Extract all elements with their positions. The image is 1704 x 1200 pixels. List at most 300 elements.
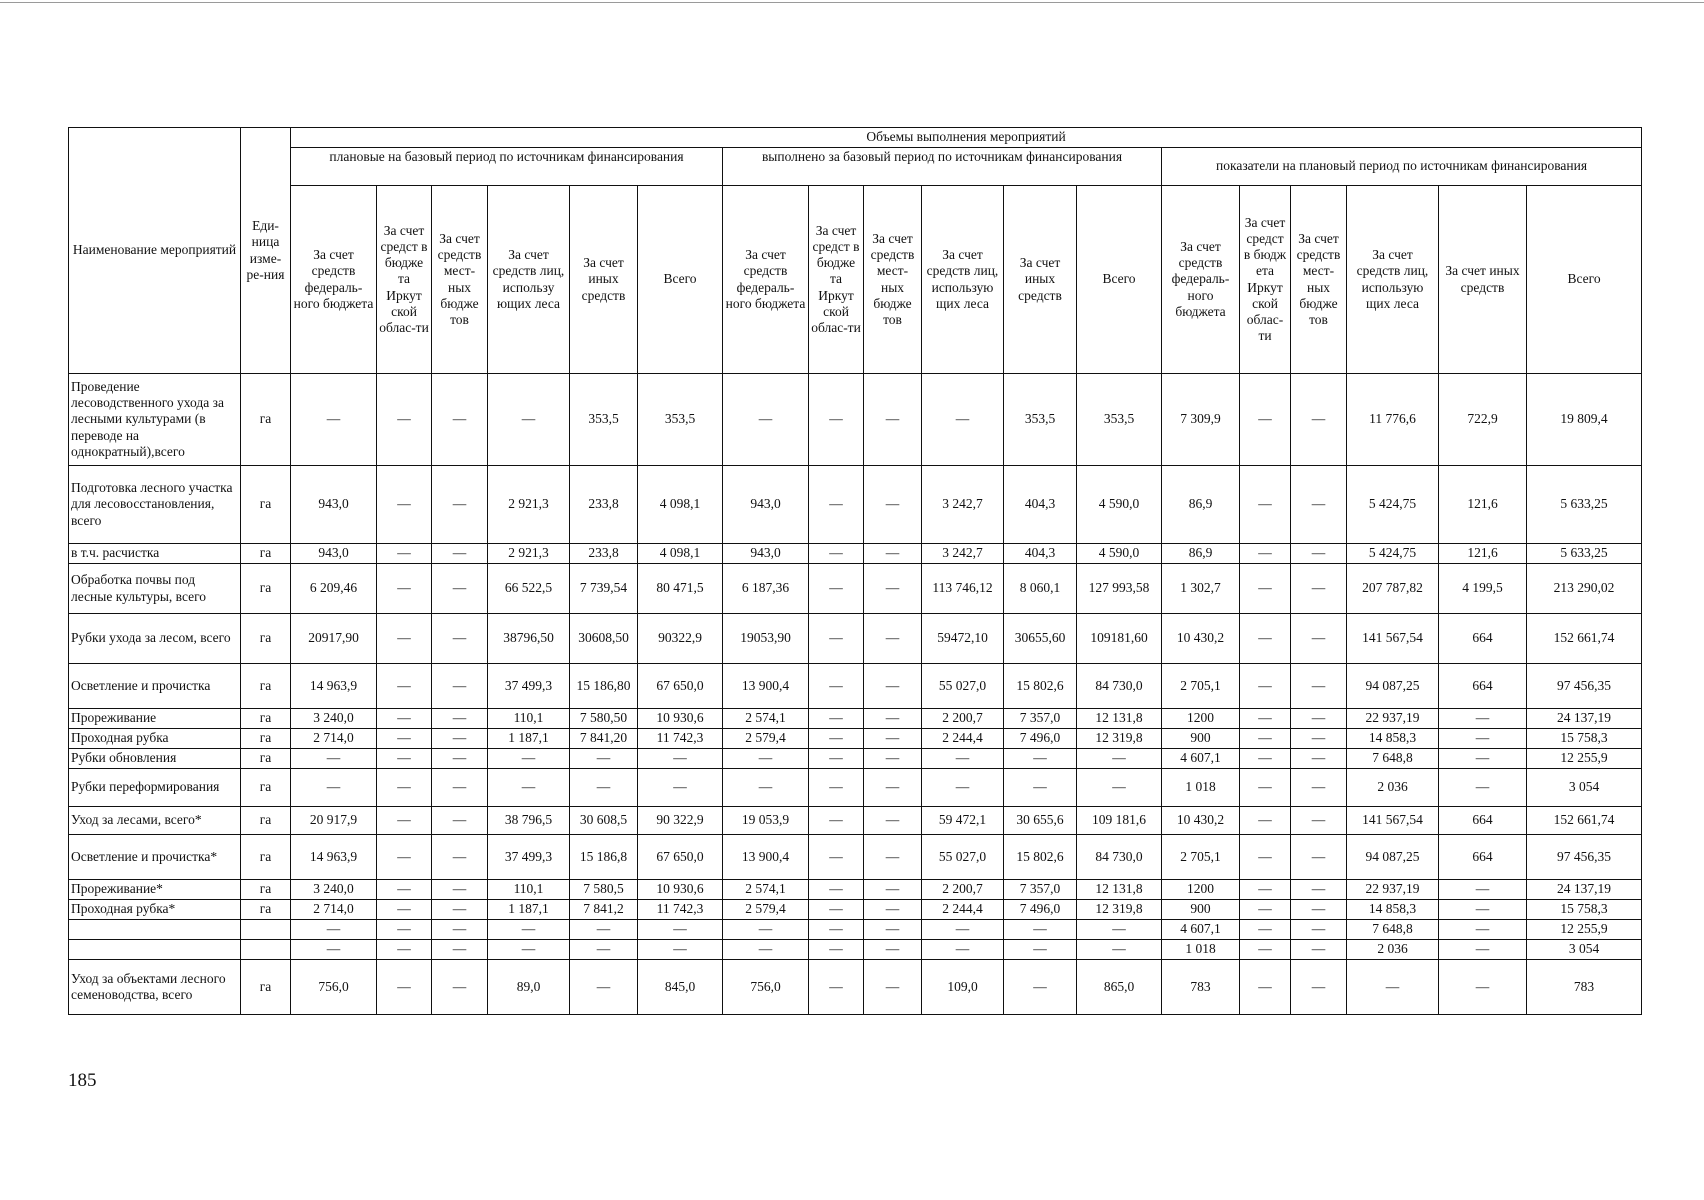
value-cell: 664 (1439, 664, 1527, 709)
value-cell: 10 930,6 (638, 709, 723, 729)
activity-name-cell: Прореживание* (69, 880, 241, 900)
subheader-cell: За счет иных средств (1004, 186, 1077, 374)
value-cell: 2 244,4 (922, 729, 1004, 749)
value-cell: 15 186,8 (570, 835, 638, 880)
value-cell: — (723, 940, 809, 960)
value-cell: — (809, 960, 864, 1015)
value-cell: 943,0 (723, 544, 809, 564)
value-cell: — (1240, 729, 1291, 749)
value-cell: 141 567,54 (1347, 807, 1439, 835)
value-cell: — (1004, 749, 1077, 769)
value-cell: 404,3 (1004, 544, 1077, 564)
value-cell: 55 027,0 (922, 664, 1004, 709)
value-cell: 943,0 (291, 544, 377, 564)
value-cell: — (864, 709, 922, 729)
value-cell: — (864, 880, 922, 900)
value-cell: 20917,90 (291, 614, 377, 664)
subheader-cell: За счет средств мест-ных бюдже тов (1291, 186, 1347, 374)
value-cell: 152 661,74 (1527, 614, 1642, 664)
value-cell: — (1439, 920, 1527, 940)
value-cell: — (638, 769, 723, 807)
header-activity-name: Наименование мероприятий (69, 128, 241, 374)
value-cell: 4 607,1 (1162, 749, 1240, 769)
unit-cell: га (241, 880, 291, 900)
value-cell: 22 937,19 (1347, 880, 1439, 900)
subheader-cell: Всего (1077, 186, 1162, 374)
value-cell: 756,0 (291, 960, 377, 1015)
value-cell: — (1077, 940, 1162, 960)
table-row (69, 466, 1642, 544)
value-cell: — (809, 564, 864, 614)
value-cell: — (432, 835, 488, 880)
value-cell: — (1240, 960, 1291, 1015)
value-cell: — (809, 900, 864, 920)
table-row (69, 749, 1642, 769)
value-cell: 11 742,3 (638, 729, 723, 749)
unit-cell: га (241, 729, 291, 749)
value-cell: 20 917,9 (291, 807, 377, 835)
value-cell: — (488, 940, 570, 960)
value-cell: 664 (1439, 835, 1527, 880)
value-cell: — (377, 374, 432, 466)
value-cell: — (377, 664, 432, 709)
value-cell: 233,8 (570, 466, 638, 544)
value-cell: — (432, 900, 488, 920)
activity-name-cell: Проведение лесоводственного ухода за лесными культурами (в переводе на однократный),всего (69, 374, 241, 466)
value-cell: 10 430,2 (1162, 807, 1240, 835)
value-cell: — (723, 749, 809, 769)
table-row (69, 769, 1642, 807)
value-cell: 5 424,75 (1347, 466, 1439, 544)
value-cell: 19 809,4 (1527, 374, 1642, 466)
value-cell: — (432, 960, 488, 1015)
value-cell: 3 242,7 (922, 544, 1004, 564)
value-cell: 97 456,35 (1527, 835, 1642, 880)
value-cell: — (1291, 614, 1347, 664)
value-cell: 24 137,19 (1527, 709, 1642, 729)
activity-name-cell: Рубки переформирования (69, 769, 241, 807)
value-cell: — (1240, 544, 1291, 564)
scan-edge-line (0, 2, 1704, 3)
value-cell: 353,5 (1077, 374, 1162, 466)
value-cell: 7 648,8 (1347, 920, 1439, 940)
value-cell: 12 255,9 (1527, 749, 1642, 769)
value-cell: 664 (1439, 807, 1527, 835)
value-cell: 90322,9 (638, 614, 723, 664)
value-cell: — (1291, 807, 1347, 835)
value-cell: 4 607,1 (1162, 920, 1240, 940)
value-cell: — (488, 920, 570, 940)
value-cell: — (1004, 960, 1077, 1015)
value-cell: — (432, 614, 488, 664)
value-cell: 84 730,0 (1077, 664, 1162, 709)
value-cell: — (1077, 920, 1162, 940)
value-cell: — (864, 614, 922, 664)
value-cell: 7 496,0 (1004, 900, 1077, 920)
value-cell: — (1347, 960, 1439, 1015)
value-cell: 6 209,46 (291, 564, 377, 614)
value-cell: 7 580,50 (570, 709, 638, 729)
value-cell: — (809, 769, 864, 807)
value-cell: 15 802,6 (1004, 835, 1077, 880)
value-cell: 2 714,0 (291, 900, 377, 920)
value-cell: 152 661,74 (1527, 807, 1642, 835)
value-cell: 2 921,3 (488, 466, 570, 544)
value-cell: — (809, 614, 864, 664)
value-cell: 2 921,3 (488, 544, 570, 564)
value-cell: 2 705,1 (1162, 664, 1240, 709)
value-cell: — (1439, 880, 1527, 900)
value-cell: — (1439, 749, 1527, 769)
value-cell: 1 018 (1162, 940, 1240, 960)
value-cell: 207 787,82 (1347, 564, 1439, 614)
header-period-done: выполнено за базовый период по источникам финансирования (723, 148, 1162, 186)
value-cell: — (1240, 564, 1291, 614)
value-cell: 10 430,2 (1162, 614, 1240, 664)
value-cell: 1200 (1162, 880, 1240, 900)
value-cell: 7 841,2 (570, 900, 638, 920)
value-cell: 113 746,12 (922, 564, 1004, 614)
value-cell: 1 018 (1162, 769, 1240, 807)
value-cell: 19053,90 (723, 614, 809, 664)
value-cell: 4 590,0 (1077, 466, 1162, 544)
value-cell: 14 858,3 (1347, 729, 1439, 749)
subheader-cell: За счет средст в бюдж ета Иркут ской облас-ти (1240, 186, 1291, 374)
unit-cell: га (241, 835, 291, 880)
value-cell: 783 (1527, 960, 1642, 1015)
value-cell: 353,5 (638, 374, 723, 466)
value-cell: — (432, 769, 488, 807)
unit-cell (241, 920, 291, 940)
activity-name-cell: Прореживание (69, 709, 241, 729)
value-cell: — (432, 729, 488, 749)
value-cell: — (1439, 769, 1527, 807)
value-cell: — (864, 749, 922, 769)
value-cell: — (638, 940, 723, 960)
value-cell: — (1439, 900, 1527, 920)
table-row (69, 614, 1642, 664)
subheader-cell: За счет средст в бюдже та Иркут ской облас-ти (809, 186, 864, 374)
value-cell: — (377, 900, 432, 920)
unit-cell: га (241, 466, 291, 544)
unit-cell: га (241, 900, 291, 920)
value-cell: — (864, 374, 922, 466)
value-cell: — (570, 940, 638, 960)
activity-name-cell: в т.ч. расчистка (69, 544, 241, 564)
value-cell: — (864, 920, 922, 940)
activity-name-cell: Осветление и прочистка* (69, 835, 241, 880)
value-cell: — (864, 807, 922, 835)
value-cell: — (723, 920, 809, 940)
value-cell: 109,0 (922, 960, 1004, 1015)
value-cell: 2 705,1 (1162, 835, 1240, 880)
activity-name-cell (69, 920, 241, 940)
value-cell: — (432, 807, 488, 835)
value-cell: — (432, 749, 488, 769)
value-cell: — (809, 729, 864, 749)
subheader-cell: За счет средств лиц, использую щих леса (1347, 186, 1439, 374)
value-cell: — (864, 729, 922, 749)
value-cell: 2 200,7 (922, 880, 1004, 900)
value-cell: 2 579,4 (723, 729, 809, 749)
value-cell: 845,0 (638, 960, 723, 1015)
value-cell: — (1291, 835, 1347, 880)
value-cell: 1 302,7 (1162, 564, 1240, 614)
value-cell: 3 242,7 (922, 466, 1004, 544)
value-cell: — (488, 749, 570, 769)
value-cell: 80 471,5 (638, 564, 723, 614)
value-cell: 404,3 (1004, 466, 1077, 544)
header-volumes: Объемы выполнения мероприятий (291, 128, 1642, 148)
unit-cell: га (241, 664, 291, 709)
activity-name-cell: Проходная рубка* (69, 900, 241, 920)
value-cell: — (1291, 940, 1347, 960)
header-period-planned: плановые на базовый период по источникам финансирования (291, 148, 723, 186)
value-cell: 15 186,80 (570, 664, 638, 709)
table-row (69, 940, 1642, 960)
value-cell: 97 456,35 (1527, 664, 1642, 709)
value-cell: — (864, 544, 922, 564)
activity-name-cell: Рубки обновления (69, 749, 241, 769)
value-cell: 30 608,5 (570, 807, 638, 835)
value-cell: — (1439, 960, 1527, 1015)
value-cell: — (488, 769, 570, 807)
value-cell: 4 098,1 (638, 466, 723, 544)
value-cell: 233,8 (570, 544, 638, 564)
value-cell: 121,6 (1439, 466, 1527, 544)
value-cell: 14 963,9 (291, 664, 377, 709)
value-cell: 121,6 (1439, 544, 1527, 564)
subheader-cell: За счет средств мест-ных бюдже тов (864, 186, 922, 374)
value-cell: 89,0 (488, 960, 570, 1015)
value-cell: — (377, 960, 432, 1015)
value-cell: — (922, 769, 1004, 807)
subheader-cell: За счет средств лиц, использу ющих леса (488, 186, 570, 374)
activity-name-cell: Осветление и прочистка (69, 664, 241, 709)
unit-cell: га (241, 614, 291, 664)
value-cell: 11 776,6 (1347, 374, 1439, 466)
value-cell: — (432, 940, 488, 960)
value-cell: 59 472,1 (922, 807, 1004, 835)
activity-name-cell: Уход за объектами лесного семеноводства, всего (69, 960, 241, 1015)
table-row (69, 835, 1642, 880)
value-cell: 2 244,4 (922, 900, 1004, 920)
value-cell: — (432, 466, 488, 544)
value-cell: 3 054 (1527, 940, 1642, 960)
value-cell: 4 590,0 (1077, 544, 1162, 564)
value-cell: — (377, 880, 432, 900)
value-cell: 30 655,6 (1004, 807, 1077, 835)
unit-cell: га (241, 749, 291, 769)
value-cell: — (432, 664, 488, 709)
value-cell: — (809, 466, 864, 544)
value-cell: 94 087,25 (1347, 664, 1439, 709)
value-cell: 109181,60 (1077, 614, 1162, 664)
activity-name-cell: Рубки ухода за лесом, всего (69, 614, 241, 664)
value-cell: 109 181,6 (1077, 807, 1162, 835)
value-cell: 22 937,19 (1347, 709, 1439, 729)
subheader-cell: Всего (638, 186, 723, 374)
value-cell: — (1291, 880, 1347, 900)
value-cell: 38796,50 (488, 614, 570, 664)
subheader-cell: Всего (1527, 186, 1642, 374)
value-cell: 14 858,3 (1347, 900, 1439, 920)
value-cell: 13 900,4 (723, 835, 809, 880)
value-cell: 67 650,0 (638, 835, 723, 880)
value-cell: — (1291, 544, 1347, 564)
value-cell: — (922, 749, 1004, 769)
value-cell: 1 187,1 (488, 729, 570, 749)
value-cell: — (291, 374, 377, 466)
value-cell: 15 802,6 (1004, 664, 1077, 709)
value-cell: — (1077, 769, 1162, 807)
value-cell: — (809, 807, 864, 835)
activity-name-cell: Подготовка лесного участка для лесовосстановления, всего (69, 466, 241, 544)
value-cell: — (1291, 920, 1347, 940)
unit-cell: га (241, 769, 291, 807)
value-cell: — (809, 709, 864, 729)
value-cell: 900 (1162, 729, 1240, 749)
subheader-cell: За счет средств мест-ных бюдже тов (432, 186, 488, 374)
value-cell: 37 499,3 (488, 835, 570, 880)
value-cell: 15 758,3 (1527, 900, 1642, 920)
value-cell: — (638, 920, 723, 940)
value-cell: — (809, 664, 864, 709)
value-cell: — (809, 544, 864, 564)
value-cell: — (1240, 940, 1291, 960)
value-cell: — (377, 769, 432, 807)
table-row (69, 709, 1642, 729)
value-cell: 353,5 (570, 374, 638, 466)
value-cell: — (809, 880, 864, 900)
value-cell: 2 036 (1347, 940, 1439, 960)
value-cell: — (864, 900, 922, 920)
value-cell: 38 796,5 (488, 807, 570, 835)
value-cell: — (809, 835, 864, 880)
value-cell: — (570, 960, 638, 1015)
value-cell: — (432, 564, 488, 614)
value-cell: — (864, 835, 922, 880)
value-cell: 24 137,19 (1527, 880, 1642, 900)
value-cell: 66 522,5 (488, 564, 570, 614)
value-cell: 5 424,75 (1347, 544, 1439, 564)
value-cell: — (1240, 709, 1291, 729)
value-cell: 11 742,3 (638, 900, 723, 920)
value-cell: — (1291, 564, 1347, 614)
value-cell: — (1439, 940, 1527, 960)
table-row (69, 729, 1642, 749)
value-cell: 7 580,5 (570, 880, 638, 900)
value-cell: — (570, 769, 638, 807)
value-cell: — (1291, 709, 1347, 729)
value-cell: — (1291, 729, 1347, 749)
value-cell: 86,9 (1162, 544, 1240, 564)
value-cell: 8 060,1 (1004, 564, 1077, 614)
value-cell: — (377, 564, 432, 614)
value-cell: 1 187,1 (488, 900, 570, 920)
value-cell: — (377, 920, 432, 940)
unit-cell: га (241, 544, 291, 564)
activity-name-cell: Уход за лесами, всего* (69, 807, 241, 835)
value-cell: — (1291, 960, 1347, 1015)
value-cell: 353,5 (1004, 374, 1077, 466)
value-cell: — (1291, 664, 1347, 709)
table-row (69, 920, 1642, 940)
value-cell: — (291, 749, 377, 769)
table-row (69, 807, 1642, 835)
value-cell: 19 053,9 (723, 807, 809, 835)
value-cell: — (864, 940, 922, 960)
value-cell: — (1240, 769, 1291, 807)
value-cell: 5 633,25 (1527, 466, 1642, 544)
value-cell: — (864, 564, 922, 614)
value-cell: — (377, 749, 432, 769)
forest-activities-table (68, 127, 1642, 1015)
value-cell: 783 (1162, 960, 1240, 1015)
value-cell: 943,0 (723, 466, 809, 544)
value-cell: 2 579,4 (723, 900, 809, 920)
unit-cell: га (241, 807, 291, 835)
value-cell: — (809, 920, 864, 940)
table-row (69, 544, 1642, 564)
value-cell: 756,0 (723, 960, 809, 1015)
value-cell: 722,9 (1439, 374, 1527, 466)
value-cell: — (377, 835, 432, 880)
value-cell: — (432, 374, 488, 466)
value-cell: — (864, 466, 922, 544)
header-unit: Еди-ница изме-ре-ния (241, 128, 291, 374)
value-cell: — (377, 940, 432, 960)
subheader-cell: За счет иных средств (570, 186, 638, 374)
value-cell: — (1439, 729, 1527, 749)
value-cell: — (432, 880, 488, 900)
value-cell: — (1004, 920, 1077, 940)
value-cell: 15 758,3 (1527, 729, 1642, 749)
table-row (69, 664, 1642, 709)
value-cell: 12 319,8 (1077, 900, 1162, 920)
value-cell: 1200 (1162, 709, 1240, 729)
value-cell: 865,0 (1077, 960, 1162, 1015)
unit-cell (241, 940, 291, 960)
value-cell: 2 574,1 (723, 709, 809, 729)
value-cell: 30608,50 (570, 614, 638, 664)
value-cell: — (291, 920, 377, 940)
value-cell: — (1240, 807, 1291, 835)
value-cell: — (1291, 466, 1347, 544)
table-row (69, 374, 1642, 466)
value-cell: 6 187,36 (723, 564, 809, 614)
value-cell: 7 357,0 (1004, 880, 1077, 900)
value-cell: 12 131,8 (1077, 880, 1162, 900)
value-cell: 7 357,0 (1004, 709, 1077, 729)
value-cell: — (570, 749, 638, 769)
value-cell: 2 574,1 (723, 880, 809, 900)
value-cell: — (291, 769, 377, 807)
value-cell: 12 255,9 (1527, 920, 1642, 940)
value-cell: — (1004, 940, 1077, 960)
value-cell: 84 730,0 (1077, 835, 1162, 880)
value-cell: — (432, 544, 488, 564)
value-cell: 7 648,8 (1347, 749, 1439, 769)
header-period-plan-next: показатели на плановый период по источникам финансирования (1162, 148, 1642, 186)
value-cell: 30655,60 (1004, 614, 1077, 664)
value-cell: 37 499,3 (488, 664, 570, 709)
value-cell: — (488, 374, 570, 466)
activity-name-cell: Проходная рубка (69, 729, 241, 749)
value-cell: — (291, 940, 377, 960)
value-cell: — (432, 920, 488, 940)
value-cell: — (1004, 769, 1077, 807)
